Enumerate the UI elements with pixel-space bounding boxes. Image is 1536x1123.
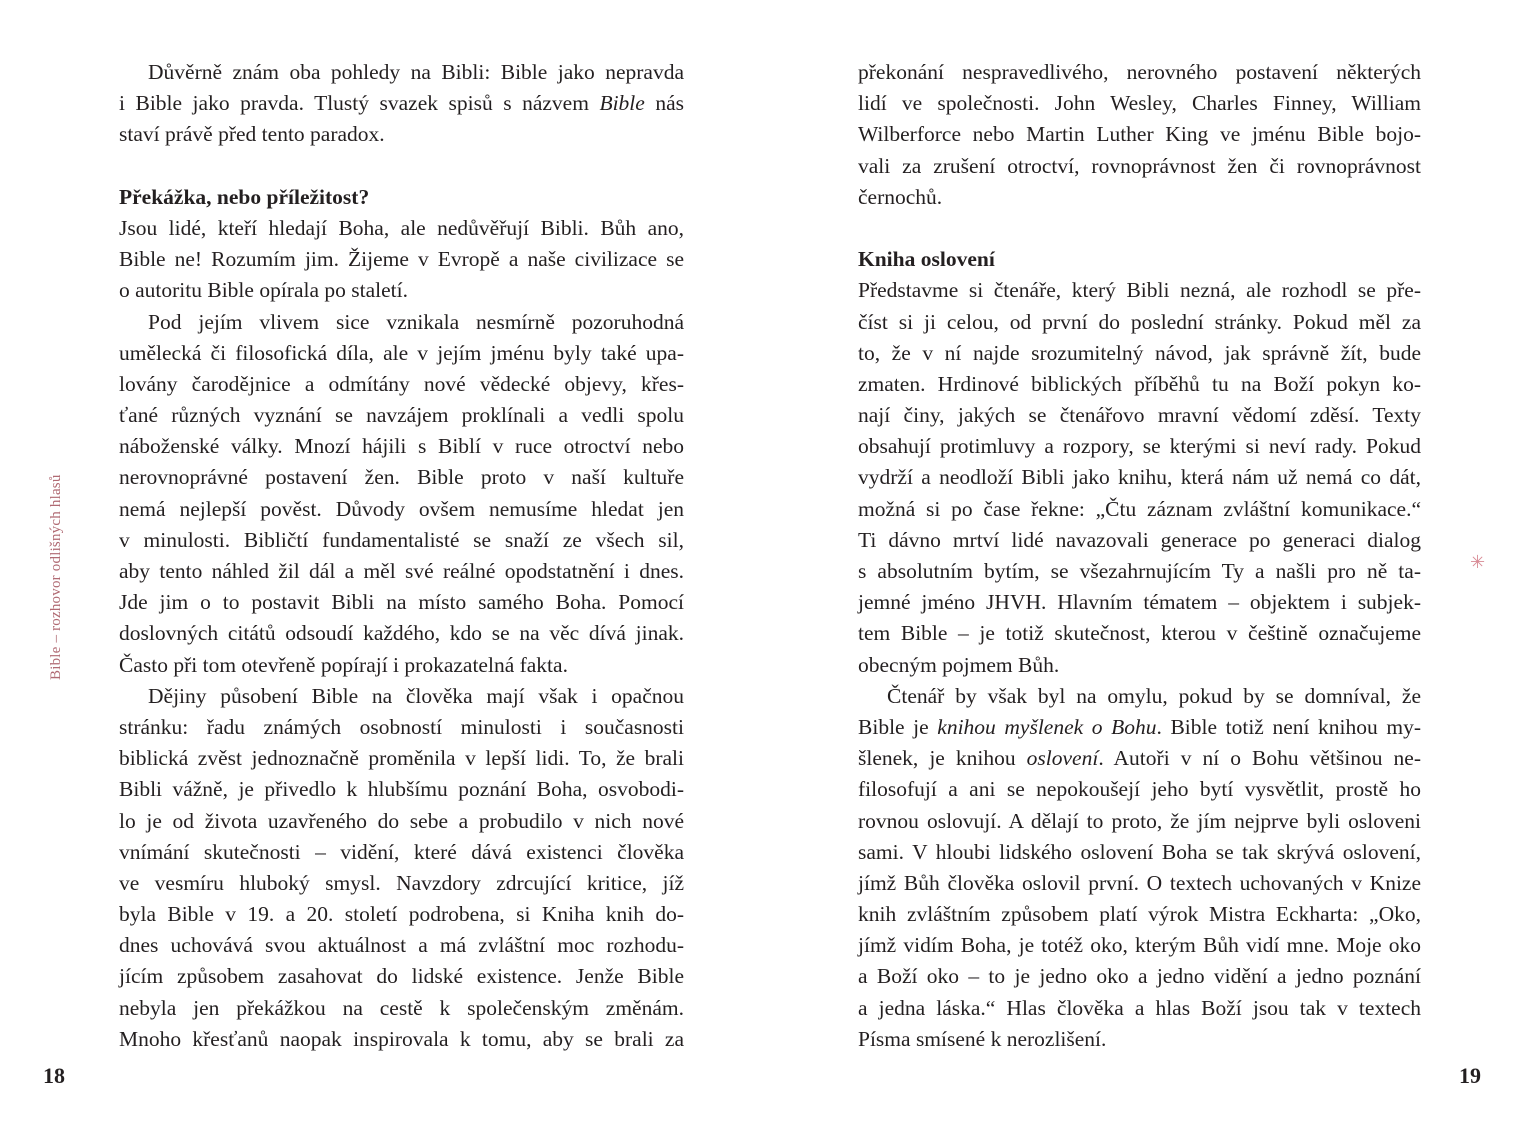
paragraph <box>119 307 684 681</box>
text-line: Představme si čtenáře, který Bibli nezná, ale rozhodl se pře- <box>858 278 1421 303</box>
text-line: staví právě před tento paradox. <box>119 122 385 147</box>
paragraph <box>858 275 1421 680</box>
text-line: jícím způsobem zasahovat do lidské existence. Jenže Bible <box>119 964 684 989</box>
right-page <box>768 0 1536 1123</box>
text-line: vnímání skutečnosti – vidění, které dává existenci člověka <box>119 839 684 864</box>
text-line: dnes uchovává svou aktuálnost a má zvláštní moc rozhodu- <box>119 933 684 958</box>
text-line: Čtenář by však byl na omylu, pokud by se domníval, že <box>887 683 1421 708</box>
text-line: nají činy, jakých se čtenářovo mravní vědomí zděsí. Texty <box>858 403 1421 428</box>
text-line: a jedna láska.“ Hlas člověka a hlas Boží jsou tak v textech <box>858 995 1421 1020</box>
text-line: náboženské války. Mnozí hájili s Biblí v ruce otroctví nebo <box>119 434 684 459</box>
text-line: knih zvláštním způsobem platí výrok Mistra Eckharta: „Oko, <box>858 902 1421 927</box>
text-line: Pod jejím vlivem sice vznikala nesmírně pozoruhodná <box>148 309 684 334</box>
text-line: a Boží oko – to je jedno oko a jedno vidění a jedno poznání <box>858 964 1421 989</box>
text-line: doslovných citátů odsoudí každého, kdo se na věc dívá jinak. <box>119 621 684 646</box>
text-line: obecným pojmem Bůh. <box>858 652 1060 677</box>
text-line: Wilberforce nebo Martin Luther King ve jménu Bible bojo- <box>858 122 1421 147</box>
page-number-right: 19 <box>1459 1063 1481 1088</box>
text-line: aby tento náhled žil dál a měl své reálné opodstatnění i dnes. <box>119 559 684 583</box>
text-line: rovnou oslovují. A dělají to proto, že jím nejprve byli osloveni <box>858 808 1421 833</box>
text-line: číst si ji celou, od první do poslední stránky. Pokud měl za <box>858 309 1421 334</box>
text-line: zmaten. Hrdinové biblických příběhů tu na Boží pokyn ko- <box>858 371 1421 396</box>
text-line: byla Bible v 19. a 20. století podrobena, si Kniha knih do- <box>119 902 684 927</box>
asterisk-ornament-icon: ✳ <box>1470 552 1486 572</box>
text-line: v minulosti. Bibličtí fundamentalisté se snaží ze všech sil, <box>119 527 684 552</box>
text-line: ťané různých vyznání se navzájem proklínali a vedli spolu <box>119 403 684 428</box>
text-line: i Bible jako pravda. Tlustý svazek spisů s názvem Bible nás <box>119 91 684 116</box>
text-line: Často při tom otevřeně popírají i prokazatelná fakta. <box>119 652 568 677</box>
text-line: vydrží a neodloží Bibli jako knihu, která nám už nemá co dát, <box>858 465 1421 490</box>
text-line: biblická zvěst jednoznačně proměnila v lepší lidi. To, že brali <box>119 746 684 771</box>
left-text-column <box>119 57 684 1055</box>
text-line: ve vesmíru hluboký smysl. Navzdory zdrcující kritice, jíž <box>119 870 684 895</box>
text-line: lovány čarodějnice a odmítány nové vědecké objevy, křes- <box>119 371 684 396</box>
text-line: překonání nespravedlivého, nerovného postavení některých <box>858 60 1421 84</box>
paragraph <box>858 681 1421 1055</box>
text-line: nemá nejlepší pověst. Důvody ovšem nemusíme hledat jen <box>119 496 684 521</box>
text-line: to, že v ní najde srozumitelný návod, jak správně žít, bude <box>858 340 1421 365</box>
text-line: Bible ne! Rozumím jim. Žijeme v Evropě a naše civilizace se <box>119 247 684 272</box>
text-line: lidí ve společnosti. John Wesley, Charles Finney, William <box>858 91 1421 116</box>
text-line: o autoritu Bible opírala po staletí. <box>119 278 408 303</box>
section-gap <box>858 213 1421 244</box>
text-line: jímž Bůh člověka oslovil první. O textech uchovaných v Knize <box>858 870 1421 895</box>
text-line: Jde jim o to postavit Bibli na místo samého Boha. Pomocí <box>119 590 684 615</box>
text-line: Dějiny působení Bible na člověka mají však i opačnou <box>148 683 684 708</box>
running-head: Bible – rozhovor odlišných hlasů <box>48 474 64 680</box>
text-line: sami. V hloubi lidského oslovení Boha se tak skrývá oslovení, <box>858 839 1421 864</box>
paragraph <box>119 213 684 307</box>
text-line: možná si po čase řekne: „Čtu záznam zvláštní komunikace.“ <box>858 496 1421 521</box>
text-line: stránku: řadu známých osobností minulosti i současnosti <box>119 714 684 739</box>
right-text-column <box>858 57 1421 1055</box>
text-line: Mnoho křesťanů naopak inspirovala k tomu, aby se brali za <box>119 1026 684 1051</box>
paragraph <box>119 57 684 151</box>
text-line: lo je od života uzavřeného do sebe a probudilo v nich nové <box>119 808 684 833</box>
text-line: Důvěrně znám oba pohledy na Bibli: Bible jako nepravda <box>148 60 684 84</box>
text-line: obsahují protimluvy a rozpory, se kterými si neví rady. Pokud <box>858 434 1421 459</box>
text-line: s absolutním bytím, se všezahrnujícím Ty a našli pro ně ta- <box>858 559 1421 583</box>
text-line: černochů. <box>858 184 943 209</box>
text-line: umělecká či filosofická díla, ale v jejím jménu byly také upa- <box>119 340 684 365</box>
text-line: filosofují a ani se nepokoušejí jeho bytí vysvětlit, prostě ho <box>858 777 1421 802</box>
text-line: Bible je knihou myšlenek o Bohu. Bible totiž není knihou my- <box>858 714 1421 739</box>
text-line: nebyla jen překážkou na cestě k společenským změnám. <box>119 995 684 1020</box>
section-heading: Překážka, nebo příležitost? <box>119 184 370 209</box>
text-line: Ti dávno mrtví lidé navazovali generace po generaci dialog <box>858 527 1421 552</box>
section-gap <box>119 151 684 182</box>
text-line: Písma smísené k nerozlišení. <box>858 1026 1107 1051</box>
text-line: jemné jméno JHVH. Hlavním tématem – objektem i subjek- <box>858 590 1421 615</box>
section-heading: Kniha oslovení <box>858 247 995 272</box>
text-line: vali za zrušení otroctví, rovnoprávnost žen či rovnoprávnost <box>858 153 1421 178</box>
page-number-left: 18 <box>43 1063 65 1088</box>
text-line: nerovnoprávné postavení žen. Bible proto v naší kultuře <box>119 465 684 490</box>
text-line: šlenek, je knihou oslovení. Autoři v ní o Bohu většinou ne- <box>858 746 1421 771</box>
text-line: jímž vidím Boha, je totéž oko, kterým Bůh vidí mne. Moje oko <box>858 933 1421 958</box>
paragraph <box>119 681 684 1055</box>
text-line: Jsou lidé, kteří hledají Boha, ale nedůvěřují Bibli. Bůh ano, <box>119 215 684 240</box>
text-line: Bibli vážně, je přivedlo k hlubšímu poznání Boha, osvobodi- <box>119 777 684 802</box>
text-line: tem Bible – je totiž skutečnost, kterou v češtině označujeme <box>858 621 1421 646</box>
paragraph <box>858 57 1421 213</box>
